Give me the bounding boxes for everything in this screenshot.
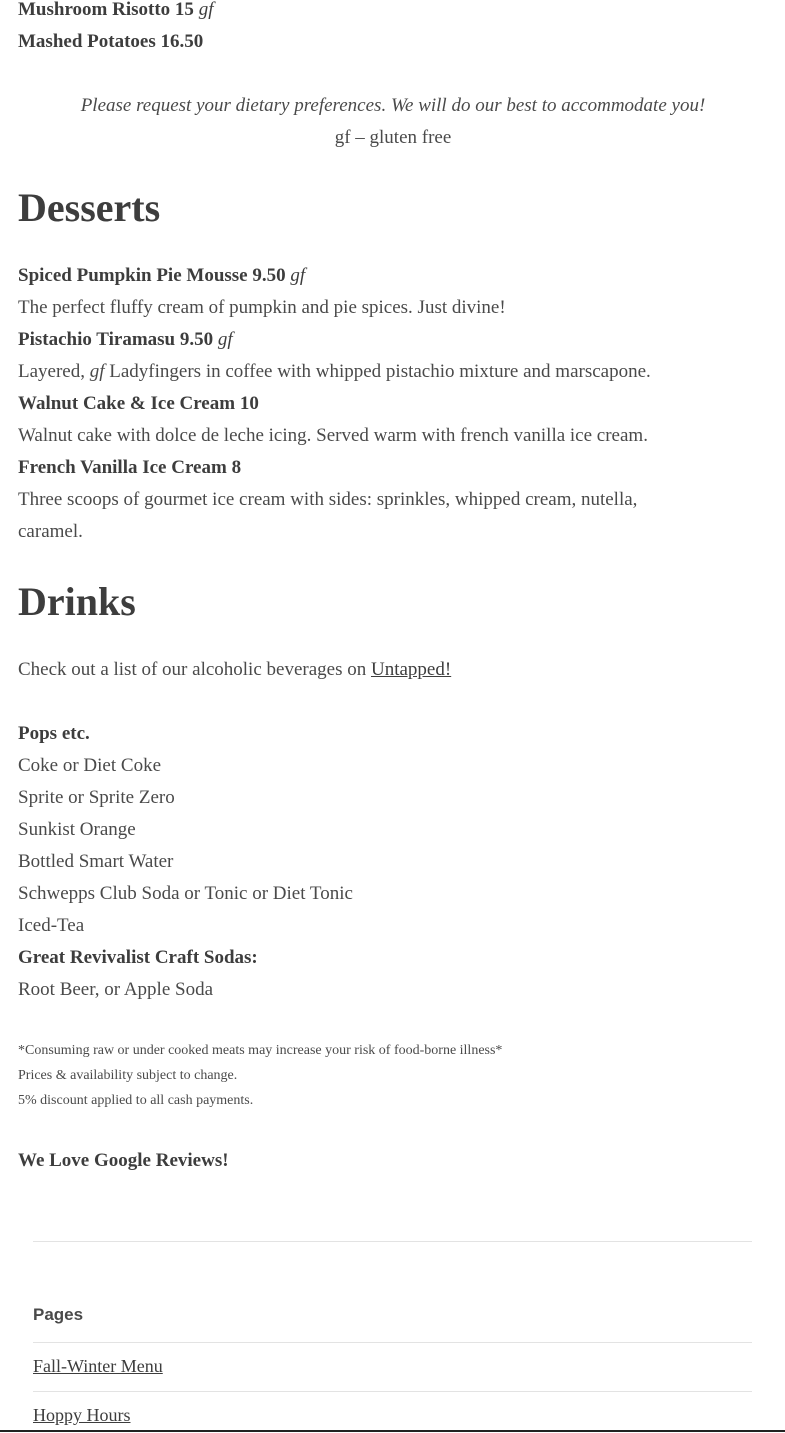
drink-item: Root Beer, or Apple Soda <box>18 979 214 1000</box>
drink-item: Sprite or Sprite Zero <box>18 787 175 808</box>
gf-tag: gf <box>290 265 306 286</box>
gf-tag: gf <box>217 329 233 350</box>
drink-item: Coke or Diet Coke <box>18 755 162 776</box>
gf-tag: gf <box>198 0 214 20</box>
drinks-intro: Check out a list of our alcoholic beverages on Untapped! <box>18 659 452 680</box>
pops-heading: Pops etc. <box>18 723 90 744</box>
dessert-item-description: Three scoops of gourmet ice cream with sides: sprinkles, whipped cream, nutella, <box>18 489 638 510</box>
menu-item-mashed-potatoes: Mashed Potatoes 16.50 <box>18 31 204 52</box>
google-reviews-callout: We Love Google Reviews! <box>18 1150 229 1171</box>
page-link-fall-winter-menu[interactable]: Fall-Winter Menu <box>33 1356 163 1376</box>
drink-item: Bottled Smart Water <box>18 851 174 872</box>
craft-sodas-heading: Great Revivalist Craft Sodas: <box>18 947 258 968</box>
disclaimer-cash-discount: 5% discount applied to all cash payments. <box>18 1093 254 1108</box>
dessert-item-name: Spiced Pumpkin Pie Mousse 9.50 gf <box>18 265 306 286</box>
disclaimer-prices: Prices & availability subject to change. <box>18 1068 238 1083</box>
menu-item-mushroom-risotto: Mushroom Risotto 15 gf <box>18 0 214 20</box>
footer-divider <box>33 1241 752 1242</box>
dessert-item-description: Layered, gf Ladyfingers in coffee with whipped pistachio mixture and marscapone. <box>18 361 651 382</box>
drinks-heading: Drinks <box>18 579 136 624</box>
disclaimer-raw-meat: *Consuming raw or under cooked meats may increase your risk of food-borne illness* <box>18 1043 503 1058</box>
dessert-item-name: Pistachio Tiramasu 9.50 gf <box>18 329 233 350</box>
dessert-item-name: Walnut Cake & Ice Cream 10 <box>18 393 259 414</box>
dessert-item-description: The perfect fluffy cream of pumpkin and pie spices. Just divine! <box>18 297 506 318</box>
drink-item: Schwepps Club Soda or Tonic or Diet Tonic <box>18 883 353 904</box>
viewport-bottom-border <box>0 1430 785 1432</box>
pages-widget-title: Pages <box>33 1305 84 1324</box>
page-link-hoppy-hours[interactable]: Hoppy Hours <box>33 1405 131 1425</box>
dessert-item-description: Walnut cake with dolce de leche icing. Served warm with french vanilla ice cream. <box>18 425 648 446</box>
dietary-notice: Please request your dietary preferences. We will do our best to accommodate you! <box>80 95 706 116</box>
drink-item: Iced-Tea <box>18 915 85 936</box>
pages-list-divider <box>33 1342 752 1343</box>
pages-list-divider <box>33 1391 752 1392</box>
drink-item: Sunkist Orange <box>18 819 136 840</box>
untapped-link[interactable]: Untapped! <box>370 659 452 680</box>
dessert-item-description-cont: caramel. <box>18 521 83 542</box>
gluten-free-legend: gf – gluten free <box>334 127 452 148</box>
dessert-item-name: French Vanilla Ice Cream 8 <box>18 457 242 478</box>
gf-tag: gf <box>89 361 105 382</box>
desserts-heading: Desserts <box>18 185 161 230</box>
